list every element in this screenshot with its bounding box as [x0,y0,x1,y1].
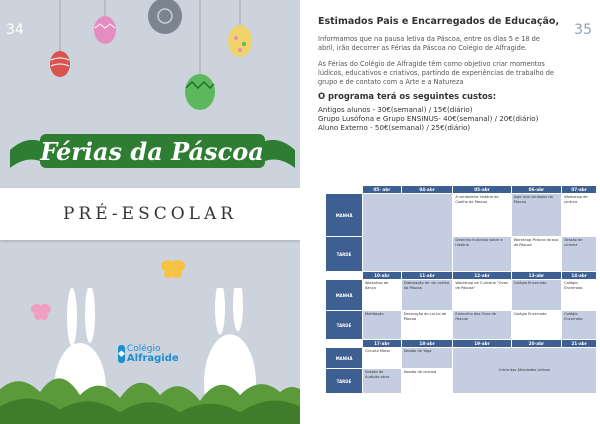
cost-line: Antigos alunos - 30€(semanal) / 15€(diário) [318,105,473,114]
date-header: 20-abr [512,340,562,347]
activity-cell: Sessão de cinema [402,369,453,393]
table-row [326,280,596,310]
hanging-eggs-illustration [0,0,300,120]
date-header: 10-abr [363,272,401,279]
costs-title: O programa terá os seguintes custos: [318,91,497,101]
page-number-left: 34 [6,22,24,38]
activity-cell: A verdadeira história do Coelho da Páscoa [453,194,510,236]
activity-cell: Colégio Encerrado [562,311,596,339]
date-header: 12-abr [453,272,510,279]
date-header: 07-abr [562,186,596,193]
row-label-tarde: TARDE [326,237,362,271]
table-header-row [326,340,596,347]
subtitle-band: PRÉ-ESCOLAR [0,188,300,240]
owl-logo-icon: ◆ [118,345,125,363]
title-banner [10,120,295,180]
pink-egg [94,16,116,44]
schedule-table [325,185,597,394]
butterfly-icon [160,258,186,280]
activity-cell: Jogo com símbolos da Páscoa [512,194,562,236]
date-header: 13-abr [512,272,562,279]
date-header: 04-abr [402,186,453,193]
activity-cell: Workshop de dança [363,280,401,310]
date-header: 18-abr [402,340,453,347]
title-text: Férias da Páscoa [40,137,264,166]
activity-cell: Colégio Encerrado [512,311,562,339]
date-header: 19-abr [453,340,510,347]
row-label-manha: MANHÃ [326,194,362,236]
activity-cell: Sessão de Audição ativa [363,369,401,393]
table-row [326,194,596,236]
row-label-tarde: TARDE [326,369,362,393]
school-logo [118,337,179,371]
activity-cell: Sessão de Yoga [402,348,453,368]
letter-heading: Estimados Pais e Encarregados de Educação, [318,16,560,27]
activity-cell: Sessão de cinema [562,237,596,271]
activity-cell: Elaboração de um coelho da Páscoa [402,280,453,310]
activity-cell: Colégio Encerrado [562,280,596,310]
date-header: 17-abr [363,340,401,347]
right-page [300,0,600,424]
row-label-manha: MANHÃ [326,280,362,310]
logo-line2: Alfragide [126,353,179,364]
yellow-egg [228,25,252,57]
green-egg [185,74,215,110]
row-label-tarde: TARDE [326,311,362,339]
activity-cell: Workshop de Culinária "Ovos de Páscoa" [453,280,510,310]
activity-cell: Workshop de pintura [562,194,596,236]
activity-cell: Desenho ilustrado sobre a história [453,237,510,271]
row-label-manha: MANHÃ [326,348,362,368]
table-header-row [326,186,596,193]
date-header: 14-abr [562,272,596,279]
logo-line1: Colégio [126,344,161,354]
date-header: 06-abr [512,186,562,193]
objectives-paragraph: As Férias do Colégio de Alfragide têm como objetivo criar momentos lúdicos, educativos e criativos, partindo de experiências de trabalho de grupo e de contato com a Arte e a Natureza [318,60,554,86]
date-header: 05- abr [363,186,401,193]
table-row [326,311,596,339]
date-header: 21-abr [562,340,596,347]
activity-cell: Workshop Pintura do ovo da Páscoa [512,237,562,271]
date-header: 11-abr [402,272,453,279]
gray-egg [148,0,182,34]
cost-line: Aluno Externo - 50€(semanal) / 25€(diário) [318,123,471,132]
blank-cell [363,194,452,271]
activity-cell: Circuito Motor [363,348,401,368]
intro-paragraph: Informamos que na pausa letiva da Páscoa, entre os dias 5 e 18 de abril, irão decorrer as Férias da Páscoa no Colégio de Alfragide. [318,35,540,52]
date-header: 05-abr [453,186,510,193]
merged-note-cell: Início das Atividades Letivas [453,348,596,393]
cost-line: Grupo Lusófona e Grupo ENSINUS- 40€(semanal) / 20€(diário) [318,114,539,123]
activity-cell: Decoração do cal-ho de Páscoa [402,311,453,339]
table-row [326,348,596,368]
table-header-row [326,272,596,279]
activity-cell: Colégio Encerrado [512,280,562,310]
activity-cell: Meditação [363,311,401,339]
activity-cell: Embrulho dos Ovos de Páscoa [453,311,510,339]
page-number-right: 35 [574,22,592,38]
